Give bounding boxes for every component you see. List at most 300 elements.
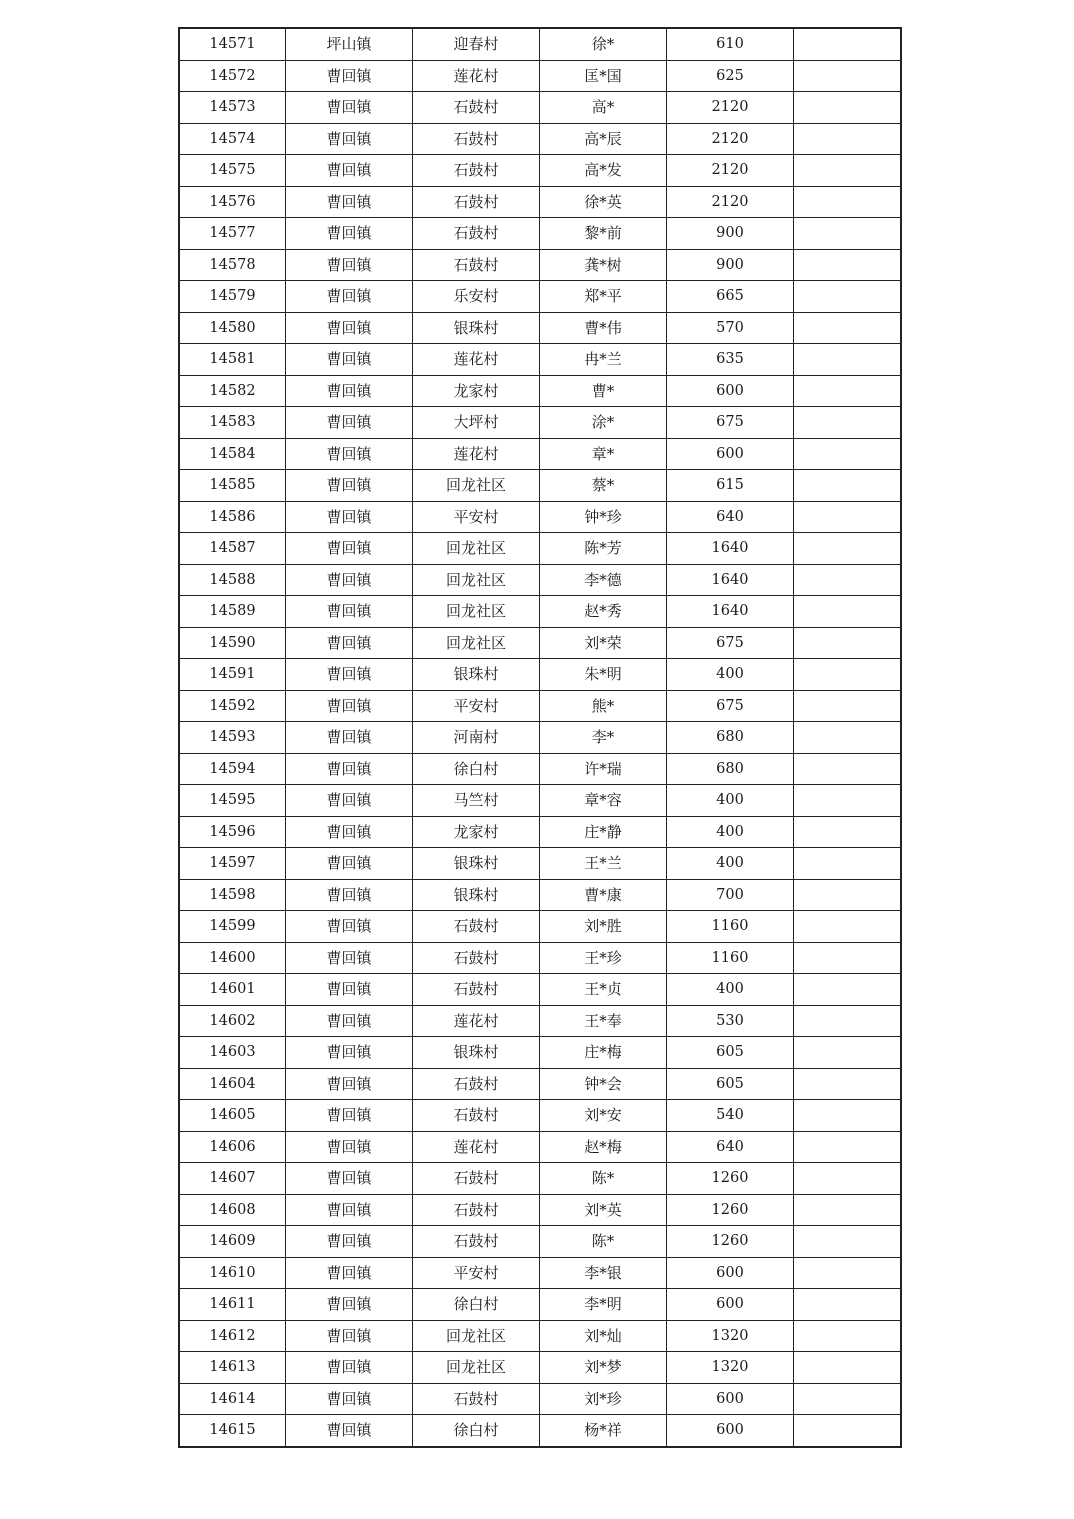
note-cell — [794, 312, 902, 344]
town-cell: 曹回镇 — [286, 1415, 413, 1447]
record-number-cell: 14584 — [179, 438, 286, 470]
amount-cell: 665 — [667, 281, 794, 313]
note-cell — [794, 911, 902, 943]
amount-cell: 700 — [667, 879, 794, 911]
person-name-cell: 陈* — [540, 1226, 667, 1258]
person-name-cell: 曹*康 — [540, 879, 667, 911]
village-cell: 回龙社区 — [413, 596, 540, 628]
town-cell: 曹回镇 — [286, 596, 413, 628]
amount-cell: 2120 — [667, 155, 794, 187]
record-number-cell: 14578 — [179, 249, 286, 281]
village-cell: 乐安村 — [413, 281, 540, 313]
person-name-cell: 章*容 — [540, 785, 667, 817]
amount-cell: 1160 — [667, 942, 794, 974]
roster-table — [178, 27, 902, 1448]
table-row — [179, 1194, 901, 1226]
table-row — [179, 659, 901, 691]
amount-cell: 675 — [667, 690, 794, 722]
village-cell: 石鼓村 — [413, 1068, 540, 1100]
person-name-cell: 刘*珍 — [540, 1383, 667, 1415]
amount-cell: 2120 — [667, 186, 794, 218]
record-number-cell: 14586 — [179, 501, 286, 533]
town-cell: 曹回镇 — [286, 722, 413, 754]
village-cell: 回龙社区 — [413, 470, 540, 502]
note-cell — [794, 627, 902, 659]
village-cell: 石鼓村 — [413, 123, 540, 155]
record-number-cell: 14605 — [179, 1100, 286, 1132]
table-row — [179, 1352, 901, 1384]
table-row — [179, 1226, 901, 1258]
note-cell — [794, 1037, 902, 1069]
village-cell: 回龙社区 — [413, 564, 540, 596]
amount-cell: 1260 — [667, 1163, 794, 1195]
record-number-cell: 14594 — [179, 753, 286, 785]
person-name-cell: 朱*明 — [540, 659, 667, 691]
village-cell: 银珠村 — [413, 659, 540, 691]
note-cell — [794, 1131, 902, 1163]
note-cell — [794, 501, 902, 533]
amount-cell: 605 — [667, 1037, 794, 1069]
town-cell: 曹回镇 — [286, 501, 413, 533]
note-cell — [794, 1100, 902, 1132]
table-row — [179, 1100, 901, 1132]
note-cell — [794, 564, 902, 596]
person-name-cell: 刘*安 — [540, 1100, 667, 1132]
person-name-cell: 高* — [540, 92, 667, 124]
table-row — [179, 1037, 901, 1069]
record-number-cell: 14613 — [179, 1352, 286, 1384]
person-name-cell: 庄*静 — [540, 816, 667, 848]
village-cell: 银珠村 — [413, 848, 540, 880]
note-cell — [794, 848, 902, 880]
village-cell: 回龙社区 — [413, 533, 540, 565]
note-cell — [794, 659, 902, 691]
note-cell — [794, 816, 902, 848]
village-cell: 徐白村 — [413, 753, 540, 785]
person-name-cell: 涂* — [540, 407, 667, 439]
table-row — [179, 312, 901, 344]
town-cell: 曹回镇 — [286, 344, 413, 376]
person-name-cell: 刘*灿 — [540, 1320, 667, 1352]
person-name-cell: 章* — [540, 438, 667, 470]
note-cell — [794, 974, 902, 1006]
person-name-cell: 郑*平 — [540, 281, 667, 313]
note-cell — [794, 375, 902, 407]
person-name-cell: 赵*梅 — [540, 1131, 667, 1163]
amount-cell: 600 — [667, 1257, 794, 1289]
town-cell: 曹回镇 — [286, 1163, 413, 1195]
note-cell — [794, 281, 902, 313]
table-row — [179, 375, 901, 407]
record-number-cell: 14585 — [179, 470, 286, 502]
village-cell: 石鼓村 — [413, 249, 540, 281]
village-cell: 龙家村 — [413, 375, 540, 407]
town-cell: 曹回镇 — [286, 218, 413, 250]
table-row — [179, 28, 901, 60]
town-cell: 曹回镇 — [286, 627, 413, 659]
table-row — [179, 1257, 901, 1289]
town-cell: 曹回镇 — [286, 155, 413, 187]
record-number-cell: 14603 — [179, 1037, 286, 1069]
amount-cell: 605 — [667, 1068, 794, 1100]
table-row — [179, 249, 901, 281]
table-row — [179, 848, 901, 880]
amount-cell: 640 — [667, 1131, 794, 1163]
table-row — [179, 470, 901, 502]
person-name-cell: 蔡* — [540, 470, 667, 502]
town-cell: 曹回镇 — [286, 438, 413, 470]
town-cell: 曹回镇 — [286, 942, 413, 974]
amount-cell: 570 — [667, 312, 794, 344]
table-row — [179, 344, 901, 376]
table-row — [179, 218, 901, 250]
record-number-cell: 14575 — [179, 155, 286, 187]
table-row — [179, 596, 901, 628]
person-name-cell: 王*兰 — [540, 848, 667, 880]
record-number-cell: 14582 — [179, 375, 286, 407]
village-cell: 回龙社区 — [413, 1320, 540, 1352]
amount-cell: 2120 — [667, 123, 794, 155]
town-cell: 曹回镇 — [286, 848, 413, 880]
amount-cell: 900 — [667, 218, 794, 250]
note-cell — [794, 1226, 902, 1258]
amount-cell: 400 — [667, 974, 794, 1006]
record-number-cell: 14609 — [179, 1226, 286, 1258]
village-cell: 石鼓村 — [413, 1100, 540, 1132]
record-number-cell: 14602 — [179, 1005, 286, 1037]
table-row — [179, 407, 901, 439]
village-cell: 莲花村 — [413, 1131, 540, 1163]
note-cell — [794, 596, 902, 628]
amount-cell: 1260 — [667, 1226, 794, 1258]
amount-cell: 1320 — [667, 1352, 794, 1384]
village-cell: 石鼓村 — [413, 1383, 540, 1415]
table-row — [179, 564, 901, 596]
person-name-cell: 赵*秀 — [540, 596, 667, 628]
town-cell: 曹回镇 — [286, 249, 413, 281]
village-cell: 石鼓村 — [413, 1194, 540, 1226]
village-cell: 徐白村 — [413, 1289, 540, 1321]
record-number-cell: 14580 — [179, 312, 286, 344]
note-cell — [794, 1352, 902, 1384]
table-row — [179, 1068, 901, 1100]
table-row — [179, 816, 901, 848]
town-cell: 曹回镇 — [286, 533, 413, 565]
amount-cell: 615 — [667, 470, 794, 502]
person-name-cell: 杨*祥 — [540, 1415, 667, 1447]
record-number-cell: 14593 — [179, 722, 286, 754]
person-name-cell: 龚*树 — [540, 249, 667, 281]
amount-cell: 600 — [667, 1415, 794, 1447]
record-number-cell: 14606 — [179, 1131, 286, 1163]
record-number-cell: 14576 — [179, 186, 286, 218]
note-cell — [794, 1289, 902, 1321]
record-number-cell: 14615 — [179, 1415, 286, 1447]
person-name-cell: 刘*梦 — [540, 1352, 667, 1384]
amount-cell: 640 — [667, 501, 794, 533]
village-cell: 莲花村 — [413, 1005, 540, 1037]
record-number-cell: 14577 — [179, 218, 286, 250]
note-cell — [794, 155, 902, 187]
person-name-cell: 王*奉 — [540, 1005, 667, 1037]
record-number-cell: 14572 — [179, 60, 286, 92]
table-row — [179, 1005, 901, 1037]
amount-cell: 600 — [667, 438, 794, 470]
town-cell: 曹回镇 — [286, 1194, 413, 1226]
town-cell: 曹回镇 — [286, 1383, 413, 1415]
person-name-cell: 李*银 — [540, 1257, 667, 1289]
town-cell: 曹回镇 — [286, 312, 413, 344]
town-cell: 曹回镇 — [286, 1037, 413, 1069]
record-number-cell: 14588 — [179, 564, 286, 596]
village-cell: 莲花村 — [413, 438, 540, 470]
amount-cell: 1320 — [667, 1320, 794, 1352]
amount-cell: 635 — [667, 344, 794, 376]
person-name-cell: 匡*国 — [540, 60, 667, 92]
village-cell: 回龙社区 — [413, 627, 540, 659]
village-cell: 河南村 — [413, 722, 540, 754]
table-row — [179, 1163, 901, 1195]
village-cell: 石鼓村 — [413, 1163, 540, 1195]
town-cell: 曹回镇 — [286, 816, 413, 848]
note-cell — [794, 722, 902, 754]
town-cell: 曹回镇 — [286, 123, 413, 155]
record-number-cell: 14595 — [179, 785, 286, 817]
record-number-cell: 14581 — [179, 344, 286, 376]
person-name-cell: 冉*兰 — [540, 344, 667, 376]
amount-cell: 1160 — [667, 911, 794, 943]
person-name-cell: 熊* — [540, 690, 667, 722]
village-cell: 回龙社区 — [413, 1352, 540, 1384]
note-cell — [794, 92, 902, 124]
record-number-cell: 14592 — [179, 690, 286, 722]
record-number-cell: 14610 — [179, 1257, 286, 1289]
person-name-cell: 高*发 — [540, 155, 667, 187]
village-cell: 银珠村 — [413, 879, 540, 911]
record-number-cell: 14571 — [179, 28, 286, 60]
village-cell: 莲花村 — [413, 344, 540, 376]
amount-cell: 1640 — [667, 533, 794, 565]
amount-cell: 610 — [667, 28, 794, 60]
person-name-cell: 李*明 — [540, 1289, 667, 1321]
table-row — [179, 1383, 901, 1415]
village-cell: 石鼓村 — [413, 155, 540, 187]
amount-cell: 675 — [667, 407, 794, 439]
village-cell: 平安村 — [413, 1257, 540, 1289]
amount-cell: 675 — [667, 627, 794, 659]
town-cell: 曹回镇 — [286, 1320, 413, 1352]
person-name-cell: 黎*前 — [540, 218, 667, 250]
person-name-cell: 陈* — [540, 1163, 667, 1195]
town-cell: 曹回镇 — [286, 911, 413, 943]
town-cell: 曹回镇 — [286, 281, 413, 313]
table-row — [179, 60, 901, 92]
village-cell: 马竺村 — [413, 785, 540, 817]
person-name-cell: 王*珍 — [540, 942, 667, 974]
note-cell — [794, 1005, 902, 1037]
note-cell — [794, 1163, 902, 1195]
person-name-cell: 庄*梅 — [540, 1037, 667, 1069]
village-cell: 银珠村 — [413, 1037, 540, 1069]
note-cell — [794, 218, 902, 250]
record-number-cell: 14608 — [179, 1194, 286, 1226]
record-number-cell: 14574 — [179, 123, 286, 155]
note-cell — [794, 1194, 902, 1226]
person-name-cell: 刘*英 — [540, 1194, 667, 1226]
table-row — [179, 123, 901, 155]
village-cell: 迎春村 — [413, 28, 540, 60]
note-cell — [794, 28, 902, 60]
person-name-cell: 曹*伟 — [540, 312, 667, 344]
table-row — [179, 942, 901, 974]
note-cell — [794, 879, 902, 911]
person-name-cell: 王*贞 — [540, 974, 667, 1006]
amount-cell: 600 — [667, 1289, 794, 1321]
amount-cell: 400 — [667, 848, 794, 880]
town-cell: 曹回镇 — [286, 1226, 413, 1258]
record-number-cell: 14597 — [179, 848, 286, 880]
village-cell: 石鼓村 — [413, 186, 540, 218]
town-cell: 曹回镇 — [286, 659, 413, 691]
table-row — [179, 438, 901, 470]
person-name-cell: 李* — [540, 722, 667, 754]
table-row — [179, 785, 901, 817]
note-cell — [794, 1415, 902, 1447]
village-cell: 平安村 — [413, 501, 540, 533]
table-row — [179, 155, 901, 187]
amount-cell: 400 — [667, 659, 794, 691]
town-cell: 曹回镇 — [286, 407, 413, 439]
village-cell: 石鼓村 — [413, 92, 540, 124]
amount-cell: 1640 — [667, 596, 794, 628]
town-cell: 曹回镇 — [286, 690, 413, 722]
record-number-cell: 14587 — [179, 533, 286, 565]
record-number-cell: 14599 — [179, 911, 286, 943]
note-cell — [794, 407, 902, 439]
note-cell — [794, 470, 902, 502]
table-row — [179, 722, 901, 754]
roster-table-body — [179, 28, 901, 1447]
note-cell — [794, 533, 902, 565]
amount-cell: 400 — [667, 816, 794, 848]
amount-cell: 1260 — [667, 1194, 794, 1226]
note-cell — [794, 60, 902, 92]
person-name-cell: 曹* — [540, 375, 667, 407]
person-name-cell: 刘*荣 — [540, 627, 667, 659]
amount-cell: 530 — [667, 1005, 794, 1037]
town-cell: 曹回镇 — [286, 1289, 413, 1321]
town-cell: 曹回镇 — [286, 974, 413, 1006]
town-cell: 曹回镇 — [286, 1005, 413, 1037]
note-cell — [794, 690, 902, 722]
record-number-cell: 14604 — [179, 1068, 286, 1100]
town-cell: 曹回镇 — [286, 564, 413, 596]
village-cell: 莲花村 — [413, 60, 540, 92]
person-name-cell: 徐*英 — [540, 186, 667, 218]
record-number-cell: 14596 — [179, 816, 286, 848]
note-cell — [794, 1320, 902, 1352]
person-name-cell: 李*德 — [540, 564, 667, 596]
town-cell: 曹回镇 — [286, 1131, 413, 1163]
amount-cell: 680 — [667, 722, 794, 754]
record-number-cell: 14573 — [179, 92, 286, 124]
table-row — [179, 974, 901, 1006]
note-cell — [794, 249, 902, 281]
note-cell — [794, 1383, 902, 1415]
note-cell — [794, 186, 902, 218]
village-cell: 大坪村 — [413, 407, 540, 439]
person-name-cell: 陈*芳 — [540, 533, 667, 565]
record-number-cell: 14612 — [179, 1320, 286, 1352]
record-number-cell: 14590 — [179, 627, 286, 659]
record-number-cell: 14614 — [179, 1383, 286, 1415]
amount-cell: 625 — [667, 60, 794, 92]
note-cell — [794, 1068, 902, 1100]
table-row — [179, 533, 901, 565]
person-name-cell: 钟*会 — [540, 1068, 667, 1100]
table-row — [179, 627, 901, 659]
person-name-cell: 高*辰 — [540, 123, 667, 155]
town-cell: 曹回镇 — [286, 879, 413, 911]
village-cell: 石鼓村 — [413, 974, 540, 1006]
village-cell: 平安村 — [413, 690, 540, 722]
town-cell: 曹回镇 — [286, 785, 413, 817]
record-number-cell: 14598 — [179, 879, 286, 911]
town-cell: 曹回镇 — [286, 1068, 413, 1100]
table-row — [179, 753, 901, 785]
record-number-cell: 14591 — [179, 659, 286, 691]
table-row — [179, 1415, 901, 1447]
town-cell: 曹回镇 — [286, 60, 413, 92]
table-row — [179, 911, 901, 943]
note-cell — [794, 344, 902, 376]
village-cell: 石鼓村 — [413, 942, 540, 974]
note-cell — [794, 1257, 902, 1289]
record-number-cell: 14579 — [179, 281, 286, 313]
table-row — [179, 1289, 901, 1321]
amount-cell: 400 — [667, 785, 794, 817]
village-cell: 龙家村 — [413, 816, 540, 848]
note-cell — [794, 753, 902, 785]
town-cell: 曹回镇 — [286, 186, 413, 218]
town-cell: 曹回镇 — [286, 1100, 413, 1132]
village-cell: 石鼓村 — [413, 911, 540, 943]
table-row — [179, 501, 901, 533]
note-cell — [794, 123, 902, 155]
record-number-cell: 14600 — [179, 942, 286, 974]
town-cell: 曹回镇 — [286, 1257, 413, 1289]
table-row — [179, 1131, 901, 1163]
amount-cell: 540 — [667, 1100, 794, 1132]
record-number-cell: 14611 — [179, 1289, 286, 1321]
person-name-cell: 许*瑞 — [540, 753, 667, 785]
village-cell: 银珠村 — [413, 312, 540, 344]
amount-cell: 680 — [667, 753, 794, 785]
record-number-cell: 14601 — [179, 974, 286, 1006]
amount-cell: 1640 — [667, 564, 794, 596]
record-number-cell: 14607 — [179, 1163, 286, 1195]
table-row — [179, 879, 901, 911]
town-cell: 曹回镇 — [286, 375, 413, 407]
village-cell: 石鼓村 — [413, 1226, 540, 1258]
table-row — [179, 690, 901, 722]
note-cell — [794, 438, 902, 470]
amount-cell: 2120 — [667, 92, 794, 124]
record-number-cell: 14583 — [179, 407, 286, 439]
amount-cell: 900 — [667, 249, 794, 281]
note-cell — [794, 785, 902, 817]
town-cell: 曹回镇 — [286, 753, 413, 785]
